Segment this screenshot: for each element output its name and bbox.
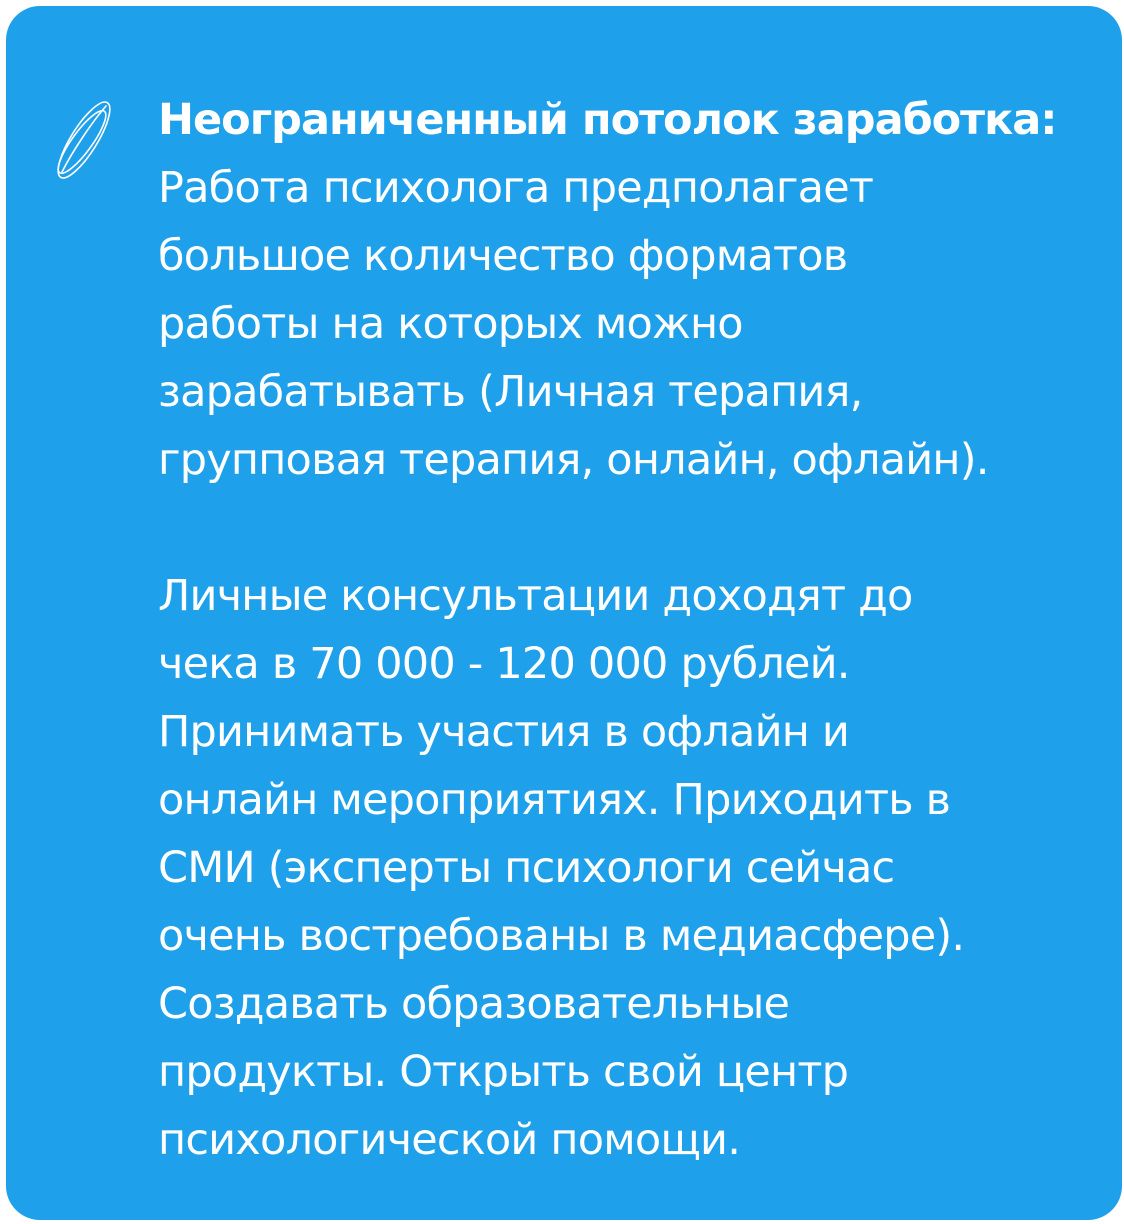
paragraph-formats: Работа психолога предполагает большое количество форматов работы на которых можно зарабатывать (Личная терапия, групповая терапия, онлайн, офлайн). bbox=[158, 163, 989, 485]
card-heading: Неограниченный потолок заработка: bbox=[158, 95, 1057, 145]
card-content bbox=[158, 86, 1098, 1174]
paragraph-gap bbox=[158, 494, 1098, 562]
paragraph-opportunities: Личные консультации доходят до чека в 70 000 - 120 000 рублей. Принимать участия в офлайн и онлайн мероприятиях. Приходить в СМИ (эксперты психологи сейчас очень востребованы в медиасфере). Создавать образовательные продукты. Открыть свой центр психологической помощи. bbox=[158, 571, 965, 1165]
paperclip-swirl-icon bbox=[42, 92, 126, 188]
info-card bbox=[6, 6, 1122, 1220]
